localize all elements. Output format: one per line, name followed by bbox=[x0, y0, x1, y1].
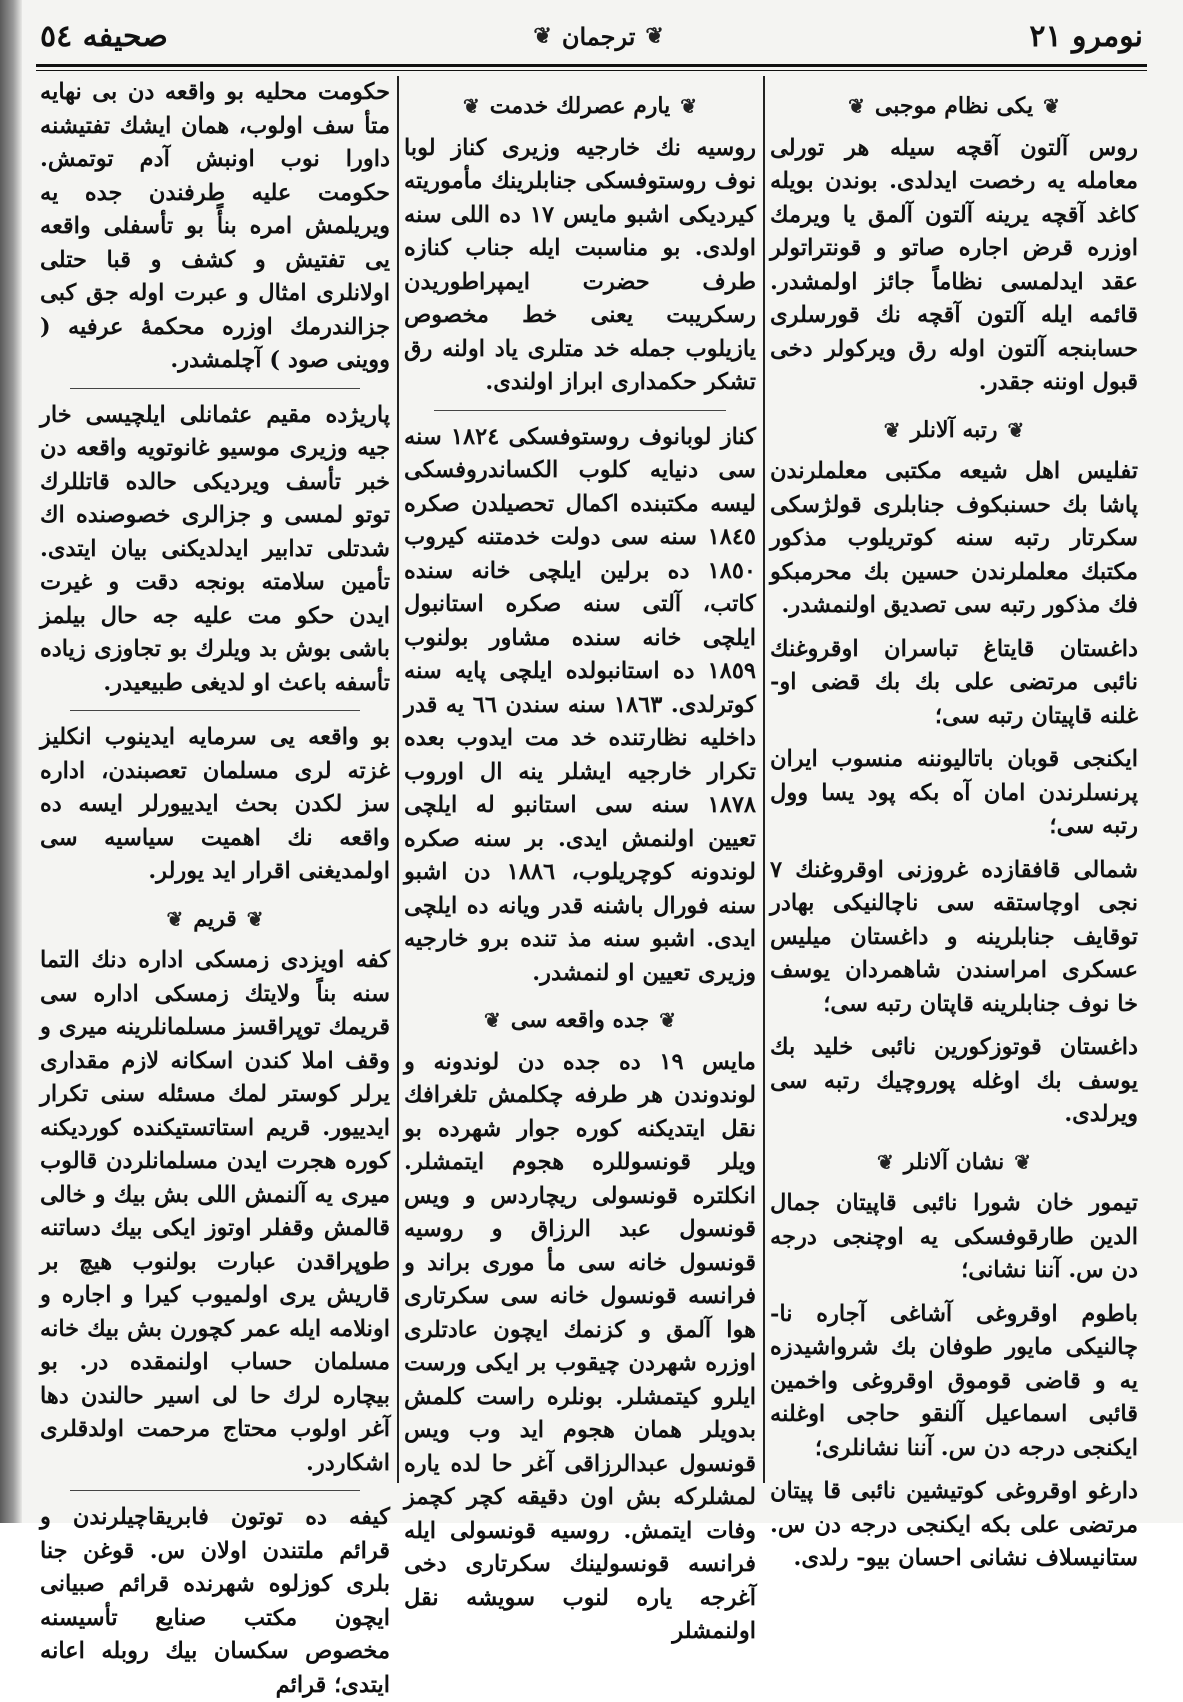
column-right bbox=[770, 76, 1142, 1571]
ornament-icon: ❦ bbox=[484, 1008, 501, 1032]
ornament-icon: ❦ bbox=[166, 906, 184, 931]
article-paragraph: کناز لوبانوف روستوفسکی ۱۸۲٤ سنه سی دنیایه کلوب الکساندروفسکی لیسه مکتبنده اکمال تحصیلدن صکره ۱۸٤٥ سنه سی دولت خدمتنه کیروب ۱۸٥۰ ده برلین ایلچی خانه سنده کاتب، آلتی سنه صکره استانبول ایلچی خانه سنده مشاور بولنوب ۱۸٥۹ ده استانبولده ایلچی پایه سنه کوترلدی. ۱۸٦۳ سنه سندن ٦٦ یه قدر داخلیه نظارتنده خد مت ایدوب بعده تکرار خارجیه ایشلر ینه ال اوروب ۱۸۷۸ سنه سی استانبو له ایلچی تعیین اولنمش ایدی. بر سنه صکره لوندونه کوچریلوب، ۱۸۸٦ دن اشبو سنه فورال باشنه قدر ویانه ده ایلچی ایدی. اشبو سنه مذ تنده برو خارجیه وزیری تعیین او لنمشدر. bbox=[404, 423, 756, 986]
paragraph-divider bbox=[70, 710, 360, 711]
column-divider bbox=[397, 76, 399, 1483]
header-rule-thin bbox=[36, 70, 1147, 71]
article-paragraph: روس آلتون آقچه سیله هر تورلی معامله یه رخصت ایدلدی. بوندن بویله کاغد آقچه یرینه آلتون آلمق یا ویرمك اوزره قرض اجاره صاتو و قونتراتولر عقد ایدلمسی نظاماً جائز اولمشدر. قائمه ایله آلتون آقچه نك قورسلری حسابنجه آلتون اوله رق ویرکولر دخی قبول اوننه جقدر. bbox=[770, 134, 1138, 395]
article-paragraph: داغستان قوتوزکورین نائبی خلید بك یوسف بك اوغله پوروچیك رتبه سی ویرلدی. bbox=[770, 1034, 1138, 1127]
article-paragraph: داغستان قایتاغ تباسران اوقروغنك نائبی مرتضی علی بك بك قضی او- غلنه قاپیتان رتبه سی؛ bbox=[770, 635, 1138, 729]
masthead bbox=[533, 22, 663, 51]
section-heading: ❦ یارم عصرلك خدمت ❦ bbox=[404, 90, 756, 124]
ornament-icon: ❦ bbox=[680, 94, 698, 118]
newspaper-title: ترجمان bbox=[561, 21, 636, 51]
column-divider bbox=[763, 76, 765, 1483]
ornament-icon: ❦ bbox=[877, 1149, 894, 1174]
ornament-icon: ❦ bbox=[645, 23, 664, 49]
ornament-icon: ❦ bbox=[246, 906, 264, 931]
ornament-icon: ❦ bbox=[883, 417, 901, 442]
article-paragraph: کفه اویزدی زمسکی اداره دنك التما سنه بناً ولایتك زمسکی اداره سی قریمك توپراقسز مسلمانلرینه میری و وقف املا کندن اسکانه لازم مقداری یرلر کوستر لمك مسئله سنی تکرار ایدییور. قریم استاتستیکنده کوردیکنه کوره هجرت ایدن مسلمانلردن قالوب میری یه آلنمش اللی بش بیك و خالی قالمش وقفلر اوتوز ایکی بیك دساتنه طوپراقدن عبارت بولنوب هیچ بر قاریش یری اولمیوب کیرا و اجاره و اونلامه ایله عمر کچورن بش بیك خانه مسلمان حساب اولنمقده در. بو بیچاره لرك حا لی اسیر حالندن دها آغر اولوب محتاج مرحمت اولدقلری اشکاردر. bbox=[40, 947, 390, 1476]
header-rule bbox=[36, 64, 1147, 67]
paragraph-divider bbox=[434, 410, 726, 411]
ornament-icon: ❦ bbox=[1007, 417, 1025, 442]
issue-number: نومرو ۲۱ bbox=[1029, 18, 1143, 54]
article-paragraph: شمالی قافقازده غروزنی اوقروغنك ۷ نجی اوچاستقه سی ناچالنیکی بهادر توقایف جنابلرینه و داغستان میلیس عسکری امراسندن شاهمردان یوسف خا نوف جنابلرینه قاپتان رتبه سی؛ bbox=[770, 856, 1138, 1017]
section-heading: ❦ رتبه آلانلر ❦ bbox=[770, 414, 1138, 448]
article-paragraph: مایس ۱۹ ده جده دن لوندونه و لوندوندن هر طرفه چکلمش تلغرافك نقل ایتدیکنه کوره جوار شهرده بو ویلر قونسوللره هجوم ایتمشلر. انکلتره قونسولی ریچاردس و ویس قونسول عبد الرزاق و روسیه قونسول خانه سی مأ موری براند و فرانسه قونسول خانه سی سکرتاری هوا آلمق و کزنمك ایچون عادتلری اوزره شهردن چیقوب بر ایکی ورست ایلرو کیتمشلر. بونلره راست کلمش بدویلر همان هجوم اید وب ویس قونسول عبدالرزاقی آغر حا لده یاره لمشلرکه بش اون دقیقه کچر کچمز وفات ایتمش. روسیه قونسولی ایله فرانسه قونسولینك سکرتاری دخی آغرجه یاره لنوب سویشه نقل اولنمشلر bbox=[404, 1048, 756, 1644]
article-paragraph: تفلیس اهل شیعه مکتبی معلملرندن پاشا بك حسنبکوف جنابلری قولژسکی سکرتار رتبه سنه کوتریلوب مذکور مکتبك معلملرندن حسین بك محرمبکو فك مذکور رتبه سی تصدیق اولنمشدر. bbox=[770, 458, 1138, 618]
article-paragraph: دارغو اوقروغی کوتیشین نائبی قا پیتان مرتضی علی بکه ایکنجی درجه دن س. ستانیسلاف نشانی احسان بیو- رلدی. bbox=[770, 1478, 1138, 1571]
article-paragraph: پاریژده مقیم عثمانلی ایلچیسی خار جیه وزیری موسیو غانوتویه واقعه دن خبر تأسف ویردیکی حالده قاتللرك توتو لمسی و جزالری خصوصنده اك شدتلی تدابیر ایدلدیکنی بیان ایتدی. تأمین سلامته بونجه دقت و غیرت ایدن حکو مت علیه جه حال بیلمز باشی بوش بد ویلرك بو تجاوزی زیاده تأسفه باعث او لدیغی طبیعیدر. bbox=[40, 401, 390, 696]
ornament-icon: ❦ bbox=[1014, 1149, 1032, 1174]
ornament-icon: ❦ bbox=[659, 1008, 676, 1032]
page-header bbox=[40, 14, 1143, 58]
article-paragraph: کیفه ده توتون فابریقاچیلرندن و قرائم ملتندن اولان س. قوغن جنا بلری کوزلوه شهرنده قرائم صبیانی ایچون مکتب صنایع تأسیسنه مخصوص سکسان بیك روبله اعانه ایتدی؛ قرائم bbox=[40, 1504, 390, 1698]
article-paragraph: روسیه نك خارجیه وزیری کناز لوبا نوف روستوفسکی جنابلرینك مأموریته کیردیکی اشبو مایس ۱۷ ده اللی سنه اولدی. بو مناسبت ایله جناب کنازه طرف حضرت ایمپراطوریدن رسکریبت یعنی خط مخصوص یازیلوب جمله خد متلری یاد اولنه رق تشکر حکمداری ابراز اولندی. bbox=[404, 134, 756, 395]
ornament-icon: ❦ bbox=[848, 94, 865, 118]
article-paragraph: حکومت محلیه بو واقعه دن بی نهایه متأ سف اولوب، همان ایشك تفتیشنه داورا نوب اونبش آدم توتمش. حکومت علیه طرفندن جده یه ویریلمش امره بنأً بو تأسفلی واقعه یی تفتیش و کشف و قبا حتلی اولانلری امثال و عبرت اوله جق کبی جزالندرمك اوزره محکمهٔ عرفیه ( ووینی صود ) آچلمشدر. bbox=[40, 79, 390, 373]
paragraph-divider bbox=[70, 388, 360, 389]
section-heading: ❦ جده واقعه سی ❦ bbox=[404, 1004, 756, 1038]
column-middle bbox=[404, 76, 756, 1644]
column-left bbox=[40, 76, 390, 1698]
ornament-icon: ❦ bbox=[1043, 94, 1060, 118]
ornament-icon: ❦ bbox=[462, 94, 480, 118]
article-paragraph: بو واقعه یی سرمایه ایدینوب انکلیز غزته لری مسلمان تعصبندن، اداره سز لکدن بحث ایدییورلر ایسه ده واقعه نك اهمیت سیاسیه سی اولمدیغنی اقرار اید یورلر. bbox=[40, 724, 390, 884]
page-number: صحیفه ٥٤ bbox=[40, 18, 168, 54]
article-paragraph: ایکنجی قوبان باتالیوننه منسوب ایران پرنسلرندن امان آه بکه پود یسا وول رتبه سی؛ bbox=[770, 746, 1138, 839]
section-heading: ❦ نشان آلانلر ❦ bbox=[770, 1146, 1138, 1180]
article-paragraph: تیمور خان شورا نائبی قاپیتان جمال الدین طارقوفسکی یه اوچنجی درجه دن س. آننا نشانی؛ bbox=[770, 1190, 1138, 1283]
article-paragraph: باطوم اوقروغی آشاغی آجاره نا- چالنیکی مایور طوفان بك شرواشیدزه یه و قاضی قوموق اوقروغی واخمین قائبی اسماعیل آلنقو حاجی اوغلنه ایکنجی درجه دن س. آننا نشانلری؛ bbox=[770, 1300, 1138, 1461]
paragraph-divider bbox=[70, 1490, 360, 1491]
section-heading: ❦ قریم ❦ bbox=[40, 903, 390, 937]
section-heading: ❦ یکی نظام موجبی ❦ bbox=[770, 90, 1138, 124]
ornament-icon: ❦ bbox=[533, 23, 552, 49]
